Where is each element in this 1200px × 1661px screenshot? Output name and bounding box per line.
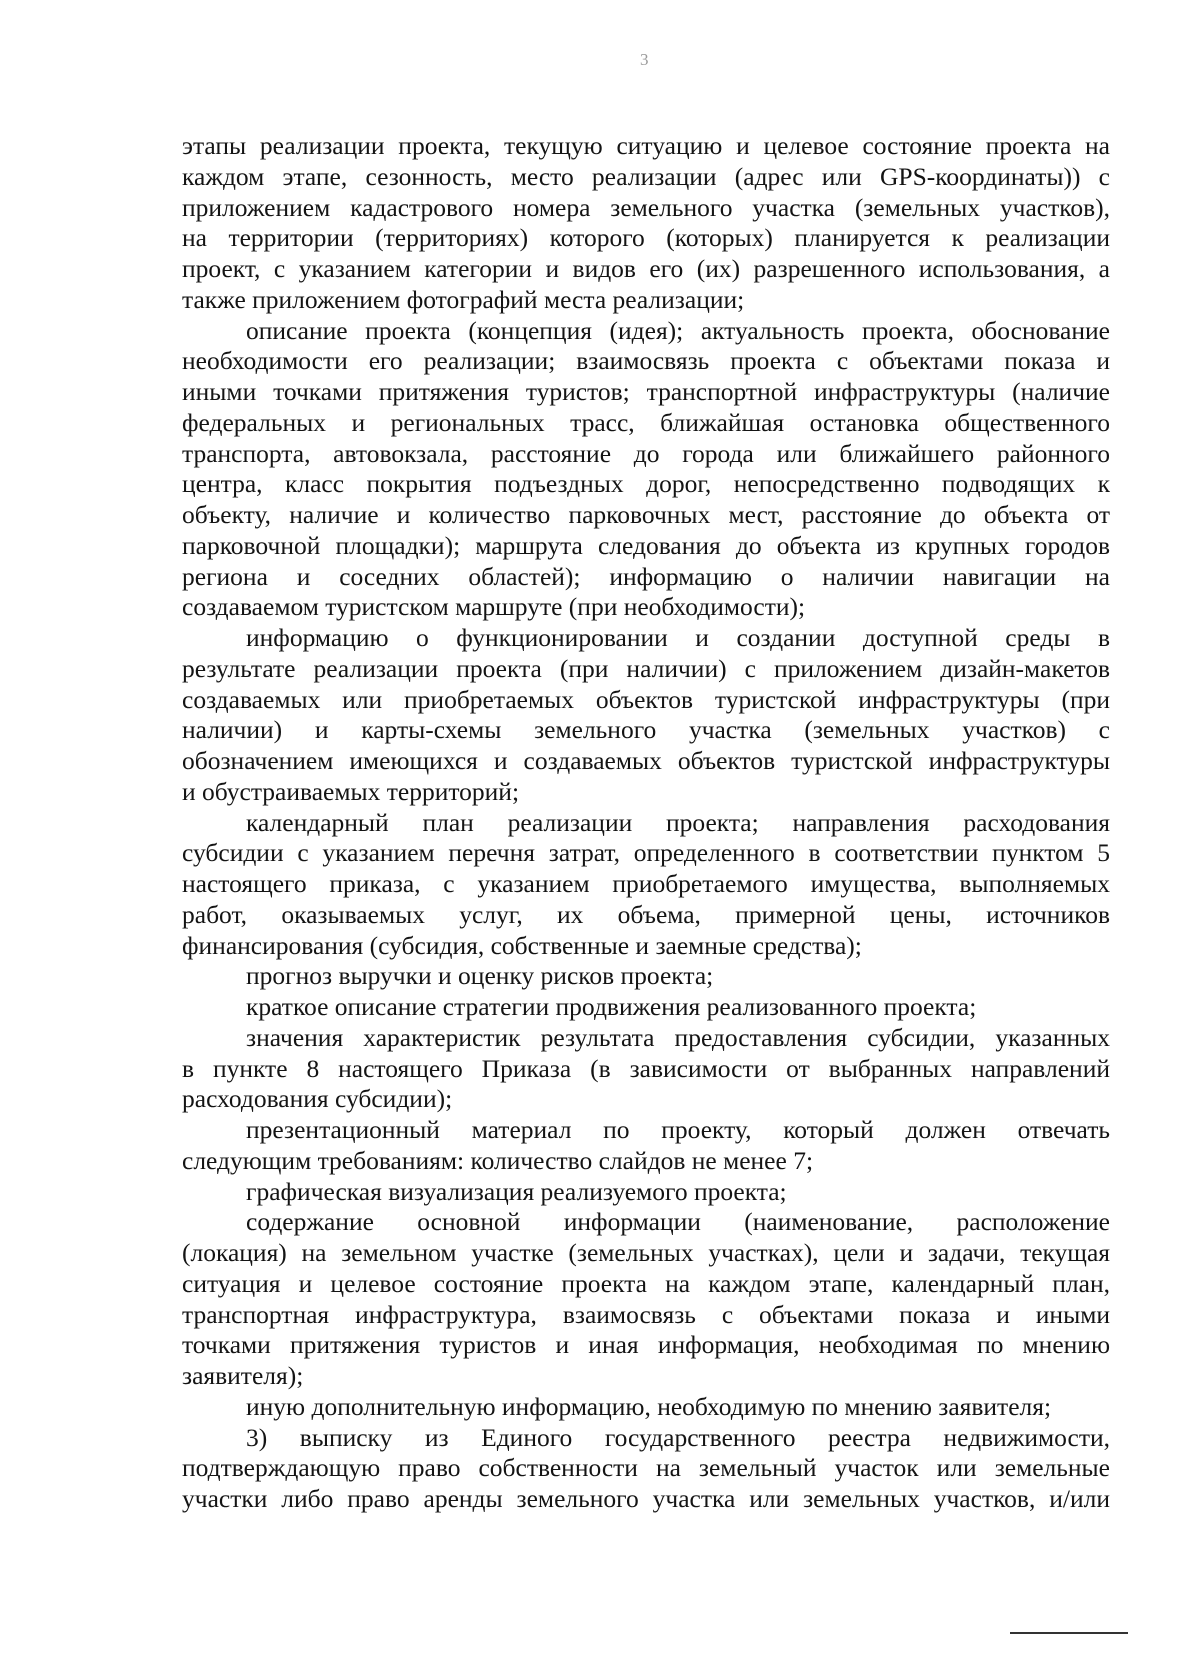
text-line: информацию о функционировании и создании доступной среды в bbox=[246, 623, 1110, 652]
text-line: федеральных и региональных трасс, ближайшая остановка общественного bbox=[182, 407, 1110, 437]
text-line: (локация) на земельном участке (земельных участках), цели и задачи, текущая bbox=[182, 1238, 1110, 1267]
text-line: приложением кадастрового номера земельного участка (земельных участков), bbox=[182, 192, 1110, 222]
text-line: календарный план реализации проекта; направления расходования bbox=[246, 807, 1110, 837]
text-line: содержание основной информации (наименование, расположение bbox=[246, 1207, 1110, 1237]
text-line: результате реализации проекта (при наличии) с приложением дизайн-макетов bbox=[182, 653, 1110, 683]
text-line: создаваемом туристском маршруте (при необходимости); bbox=[182, 592, 806, 622]
text-line: наличии) и карты-схемы земельного участка (земельных участков) с bbox=[182, 715, 1110, 745]
text-line: региона и соседних областей); информацию о наличии навигации на bbox=[182, 561, 1110, 591]
text-line: участки либо право аренды земельного участка или земельных участков, и/или bbox=[182, 1484, 1110, 1513]
text-line: объекту, наличие и количество парковочных мест, расстояние до объекта от bbox=[182, 500, 1110, 529]
text-line: обозначением имеющихся и создаваемых объектов туристской инфраструктуры bbox=[182, 746, 1110, 775]
text-line: транспорта, автовокзала, расстояние до города или ближайшего районного bbox=[182, 438, 1110, 468]
text-line: парковочной площадки); маршрута следования до объекта из крупных городов bbox=[182, 530, 1110, 560]
text-line: иную дополнительную информацию, необходимую по мнению заявителя; bbox=[246, 1391, 1052, 1421]
text-line: следующим требованиям: количество слайдов не менее 7; bbox=[182, 1145, 814, 1175]
text-line: заявителя); bbox=[182, 1361, 304, 1390]
text-line: финансирования (субсидия, собственные и заемные средства); bbox=[182, 930, 862, 960]
footer-rule bbox=[1010, 1632, 1128, 1634]
text-line: транспортная инфраструктура, взаимосвязь с объектами показа и иными bbox=[182, 1299, 1110, 1329]
text-line: описание проекта (концепция (идея); актуальность проекта, обоснование bbox=[246, 315, 1110, 345]
text-line: центра, класс покрытия подъездных дорог, непосредственно подводящих к bbox=[182, 469, 1110, 499]
text-line: работ, оказываемых услуг, их объема, примерной цены, источников bbox=[182, 899, 1110, 929]
document-body bbox=[182, 131, 1110, 1515]
text-line: презентационный материал по проекту, который должен отвечать bbox=[246, 1115, 1110, 1144]
text-line: значения характеристик результата предоставления субсидии, указанных bbox=[246, 1022, 1110, 1052]
text-line: прогноз выручки и оценку рисков проекта; bbox=[246, 961, 714, 991]
text-line: также приложением фотографий места реализации; bbox=[182, 284, 745, 314]
text-line: настоящего приказа, с указанием приобретаемого имущества, выполняемых bbox=[182, 869, 1110, 898]
text-line: и обустраиваемых территорий; bbox=[182, 776, 520, 806]
text-line: графическая визуализация реализуемого проекта; bbox=[246, 1176, 787, 1206]
text-line: в пункте 8 настоящего Приказа (в зависимости от выбранных направлений bbox=[182, 1053, 1110, 1083]
text-line: создаваемых или приобретаемых объектов туристской инфраструктуры (при bbox=[182, 684, 1110, 714]
text-line: 3) выписку из Единого государственного реестра недвижимости, bbox=[246, 1422, 1110, 1452]
text-line: проект, с указанием категории и видов его (их) разрешенного использования, а bbox=[182, 254, 1110, 283]
text-line: этапы реализации проекта, текущую ситуацию и целевое состояние проекта на bbox=[182, 131, 1110, 160]
text-line: краткое описание стратегии продвижения реализованного проекта; bbox=[246, 992, 977, 1021]
text-line: точками притяжения туристов и иная информация, необходимая по мнению bbox=[182, 1330, 1110, 1360]
text-line: иными точками притяжения туристов; транспортной инфраструктуры (наличие bbox=[182, 377, 1110, 406]
text-line: каждом этапе, сезонность, место реализации (адрес или GPS-координаты)) с bbox=[182, 161, 1110, 191]
text-line: ситуация и целевое состояние проекта на каждом этапе, календарный план, bbox=[182, 1268, 1110, 1298]
text-line: необходимости его реализации; взаимосвязь проекта с объектами показа и bbox=[182, 346, 1110, 376]
text-line: расходования субсидии); bbox=[182, 1084, 453, 1114]
text-line: на территории (территориях) которого (которых) планируется к реализации bbox=[182, 223, 1110, 253]
text-line: подтверждающую право собственности на земельный участок или земельные bbox=[182, 1453, 1110, 1483]
text-line: субсидии с указанием перечня затрат, определенного в соответствии пунктом 5 bbox=[182, 838, 1110, 868]
page-number: 3 bbox=[640, 50, 649, 69]
